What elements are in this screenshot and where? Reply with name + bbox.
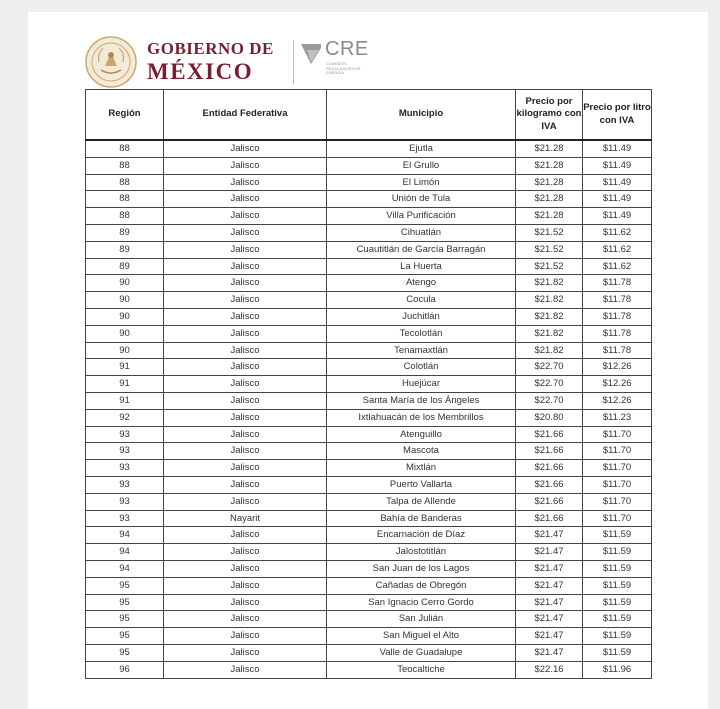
entidad-cell: Jalisco: [164, 493, 327, 510]
table-row: [86, 460, 652, 477]
precio-kg-cell: $21.66: [516, 493, 583, 510]
precio-kg-cell: $21.82: [516, 275, 583, 292]
entidad-cell: Jalisco: [164, 611, 327, 628]
region-cell: 92: [86, 409, 164, 426]
precio-litro-cell: $11.59: [583, 594, 652, 611]
entidad-cell: Jalisco: [164, 527, 327, 544]
entidad-cell: Jalisco: [164, 308, 327, 325]
region-cell: 91: [86, 359, 164, 376]
table-row: [86, 426, 652, 443]
region-cell: 91: [86, 376, 164, 393]
table-row: [86, 577, 652, 594]
precio-kg-cell: $21.47: [516, 560, 583, 577]
gov-line1: GOBIERNO DE: [147, 39, 274, 58]
entidad-cell: Jalisco: [164, 443, 327, 460]
municipio-cell: Ejutla: [327, 140, 516, 157]
entidad-cell: Jalisco: [164, 174, 327, 191]
region-cell: 95: [86, 611, 164, 628]
municipio-cell: Tecolotlán: [327, 325, 516, 342]
column-entidad: Entidad Federativa: [164, 90, 327, 141]
region-cell: 95: [86, 594, 164, 611]
cre-label: CRE: [325, 38, 369, 60]
entidad-cell: Jalisco: [164, 191, 327, 208]
precio-litro-cell: $11.59: [583, 628, 652, 645]
municipio-cell: Bahía de Banderas: [327, 510, 516, 527]
precio-kg-cell: $22.70: [516, 392, 583, 409]
entidad-cell: Jalisco: [164, 661, 327, 678]
entidad-cell: Jalisco: [164, 241, 327, 258]
table-row: [86, 157, 652, 174]
mexico-coat-of-arms-icon: [85, 36, 137, 88]
table-row: [86, 527, 652, 544]
precio-kg-cell: $21.28: [516, 174, 583, 191]
region-cell: 94: [86, 560, 164, 577]
region-cell: 88: [86, 140, 164, 157]
precio-litro-cell: $11.49: [583, 157, 652, 174]
precio-litro-cell: $11.78: [583, 342, 652, 359]
document-header: [85, 34, 485, 96]
region-cell: 94: [86, 544, 164, 561]
precio-litro-cell: $12.26: [583, 392, 652, 409]
municipio-cell: Santa María de los Ángeles: [327, 392, 516, 409]
column-precio-litro: Precio por litro con IVA: [583, 90, 652, 141]
table-row: [86, 392, 652, 409]
municipio-cell: San Miguel el Alto: [327, 628, 516, 645]
municipio-cell: Colotlán: [327, 359, 516, 376]
precio-kg-cell: $21.28: [516, 157, 583, 174]
region-cell: 93: [86, 510, 164, 527]
table-row: [86, 443, 652, 460]
region-cell: 89: [86, 241, 164, 258]
header-row: [86, 90, 652, 141]
entidad-cell: Jalisco: [164, 460, 327, 477]
municipio-cell: Jalostotitlán: [327, 544, 516, 561]
municipio-cell: Mascota: [327, 443, 516, 460]
entidad-cell: Jalisco: [164, 157, 327, 174]
municipio-cell: Cañadas de Obregón: [327, 577, 516, 594]
table-row: [86, 292, 652, 309]
region-cell: 96: [86, 661, 164, 678]
municipio-cell: Atenguillo: [327, 426, 516, 443]
municipio-cell: Cihuatlán: [327, 224, 516, 241]
entidad-cell: Jalisco: [164, 224, 327, 241]
municipio-cell: Valle de Guadalupe: [327, 644, 516, 661]
municipio-cell: Unión de Tula: [327, 191, 516, 208]
municipio-cell: Mixtlán: [327, 460, 516, 477]
gov-line2: MÉXICO: [147, 59, 254, 84]
municipio-cell: Talpa de Allende: [327, 493, 516, 510]
precio-kg-cell: $21.52: [516, 224, 583, 241]
municipio-cell: Ixtlahuacán de los Membrillos: [327, 409, 516, 426]
precio-kg-cell: $21.47: [516, 577, 583, 594]
entidad-cell: Jalisco: [164, 342, 327, 359]
entidad-cell: Jalisco: [164, 577, 327, 594]
municipio-cell: Huejúcar: [327, 376, 516, 393]
precio-litro-cell: $11.78: [583, 325, 652, 342]
precio-kg-cell: $22.16: [516, 661, 583, 678]
region-cell: 91: [86, 392, 164, 409]
table-row: [86, 191, 652, 208]
precio-litro-cell: $11.70: [583, 476, 652, 493]
precio-litro-cell: $11.78: [583, 308, 652, 325]
table-row: [86, 644, 652, 661]
column-region: Región: [86, 90, 164, 141]
entidad-cell: Jalisco: [164, 426, 327, 443]
table-row: [86, 342, 652, 359]
government-wordmark: [147, 40, 274, 83]
table-row: [86, 661, 652, 678]
entidad-cell: Jalisco: [164, 544, 327, 561]
municipio-cell: El Grullo: [327, 157, 516, 174]
region-cell: 88: [86, 208, 164, 225]
precio-litro-cell: $11.49: [583, 191, 652, 208]
table-row: [86, 359, 652, 376]
precio-kg-cell: $21.66: [516, 443, 583, 460]
precio-kg-cell: $21.47: [516, 611, 583, 628]
entidad-cell: Jalisco: [164, 560, 327, 577]
precio-kg-cell: $21.66: [516, 510, 583, 527]
column-precio-kg: Precio por kilogramo con IVA: [516, 90, 583, 141]
table-row: [86, 208, 652, 225]
precio-litro-cell: $12.26: [583, 376, 652, 393]
municipio-cell: San Ignacio Cerro Gordo: [327, 594, 516, 611]
precio-litro-cell: $11.96: [583, 661, 652, 678]
precio-litro-cell: $11.49: [583, 140, 652, 157]
precio-litro-cell: $11.23: [583, 409, 652, 426]
precio-litro-cell: $11.62: [583, 258, 652, 275]
precio-kg-cell: $22.70: [516, 376, 583, 393]
precio-kg-cell: $20.80: [516, 409, 583, 426]
region-cell: 89: [86, 258, 164, 275]
region-cell: 93: [86, 476, 164, 493]
precio-kg-cell: $21.82: [516, 308, 583, 325]
precio-kg-cell: $21.66: [516, 476, 583, 493]
table-row: [86, 241, 652, 258]
precio-litro-cell: $11.59: [583, 644, 652, 661]
table-row: [86, 308, 652, 325]
entidad-cell: Jalisco: [164, 409, 327, 426]
precio-litro-cell: $11.62: [583, 241, 652, 258]
region-cell: 94: [86, 527, 164, 544]
municipio-cell: El Limón: [327, 174, 516, 191]
precio-kg-cell: $21.28: [516, 140, 583, 157]
precio-kg-cell: $21.47: [516, 527, 583, 544]
region-cell: 93: [86, 493, 164, 510]
region-cell: 90: [86, 275, 164, 292]
region-cell: 93: [86, 426, 164, 443]
precio-kg-cell: $21.47: [516, 628, 583, 645]
price-table-head: [86, 90, 652, 141]
table-row: [86, 493, 652, 510]
precio-litro-cell: $11.78: [583, 275, 652, 292]
table-row: [86, 409, 652, 426]
precio-litro-cell: $11.70: [583, 460, 652, 477]
region-cell: 95: [86, 628, 164, 645]
region-cell: 90: [86, 308, 164, 325]
entidad-cell: Jalisco: [164, 644, 327, 661]
municipio-cell: Villa Purificación: [327, 208, 516, 225]
entidad-cell: Nayarit: [164, 510, 327, 527]
table-row: [86, 611, 652, 628]
table-row: [86, 510, 652, 527]
municipio-cell: Cocula: [327, 292, 516, 309]
table-row: [86, 258, 652, 275]
region-cell: 88: [86, 174, 164, 191]
precio-litro-cell: $11.78: [583, 292, 652, 309]
table-row: [86, 476, 652, 493]
municipio-cell: Tenamaxtlán: [327, 342, 516, 359]
precio-litro-cell: $11.70: [583, 493, 652, 510]
precio-litro-cell: $11.59: [583, 611, 652, 628]
municipio-cell: La Huerta: [327, 258, 516, 275]
precio-litro-cell: $11.49: [583, 208, 652, 225]
municipio-cell: Puerto Vallarta: [327, 476, 516, 493]
precio-litro-cell: $12.26: [583, 359, 652, 376]
region-cell: 95: [86, 577, 164, 594]
precio-litro-cell: $11.70: [583, 443, 652, 460]
precio-litro-cell: $11.62: [583, 224, 652, 241]
entidad-cell: Jalisco: [164, 292, 327, 309]
precio-kg-cell: $21.82: [516, 292, 583, 309]
table-row: [86, 594, 652, 611]
header-divider: [293, 40, 294, 84]
precio-litro-cell: $11.59: [583, 527, 652, 544]
region-cell: 90: [86, 292, 164, 309]
table-row: [86, 325, 652, 342]
precio-kg-cell: $21.28: [516, 208, 583, 225]
table-row: [86, 275, 652, 292]
precio-kg-cell: $22.70: [516, 359, 583, 376]
entidad-cell: Jalisco: [164, 325, 327, 342]
municipio-cell: San Julián: [327, 611, 516, 628]
entidad-cell: Jalisco: [164, 258, 327, 275]
municipio-cell: Encarnación de Díaz: [327, 527, 516, 544]
precio-kg-cell: $21.28: [516, 191, 583, 208]
precio-kg-cell: $21.52: [516, 258, 583, 275]
municipio-cell: San Juan de los Lagos: [327, 560, 516, 577]
region-cell: 93: [86, 460, 164, 477]
precio-litro-cell: $11.59: [583, 577, 652, 594]
precio-litro-cell: $11.59: [583, 560, 652, 577]
entidad-cell: Jalisco: [164, 376, 327, 393]
document-page: [28, 12, 708, 709]
precio-kg-cell: $21.47: [516, 644, 583, 661]
municipio-cell: Juchitlán: [327, 308, 516, 325]
entidad-cell: Jalisco: [164, 208, 327, 225]
price-table-body: [86, 140, 652, 678]
entidad-cell: Jalisco: [164, 628, 327, 645]
precio-litro-cell: $11.49: [583, 174, 652, 191]
precio-kg-cell: $21.82: [516, 342, 583, 359]
precio-litro-cell: $11.70: [583, 510, 652, 527]
table-row: [86, 544, 652, 561]
column-municipio: Municipio: [327, 90, 516, 141]
precio-kg-cell: $21.82: [516, 325, 583, 342]
cre-subtitle: COMISIÓN REGULADORA DE ENERGÍA: [326, 61, 361, 75]
entidad-cell: Jalisco: [164, 392, 327, 409]
municipio-cell: Atengo: [327, 275, 516, 292]
entidad-cell: Jalisco: [164, 476, 327, 493]
region-cell: 93: [86, 443, 164, 460]
region-cell: 90: [86, 325, 164, 342]
entidad-cell: Jalisco: [164, 594, 327, 611]
precio-litro-cell: $11.59: [583, 544, 652, 561]
price-table: [85, 89, 652, 679]
region-cell: 90: [86, 342, 164, 359]
region-cell: 88: [86, 157, 164, 174]
entidad-cell: Jalisco: [164, 359, 327, 376]
municipio-cell: Cuautitlán de García Barragán: [327, 241, 516, 258]
precio-kg-cell: $21.47: [516, 544, 583, 561]
table-row: [86, 174, 652, 191]
region-cell: 88: [86, 191, 164, 208]
precio-kg-cell: $21.47: [516, 594, 583, 611]
precio-kg-cell: $21.66: [516, 426, 583, 443]
precio-kg-cell: $21.66: [516, 460, 583, 477]
entidad-cell: Jalisco: [164, 275, 327, 292]
municipio-cell: Teocaltiche: [327, 661, 516, 678]
table-row: [86, 140, 652, 157]
precio-kg-cell: $21.52: [516, 241, 583, 258]
region-cell: 89: [86, 224, 164, 241]
table-row: [86, 560, 652, 577]
region-cell: 95: [86, 644, 164, 661]
table-row: [86, 628, 652, 645]
entidad-cell: Jalisco: [164, 140, 327, 157]
table-row: [86, 376, 652, 393]
precio-litro-cell: $11.70: [583, 426, 652, 443]
table-row: [86, 224, 652, 241]
